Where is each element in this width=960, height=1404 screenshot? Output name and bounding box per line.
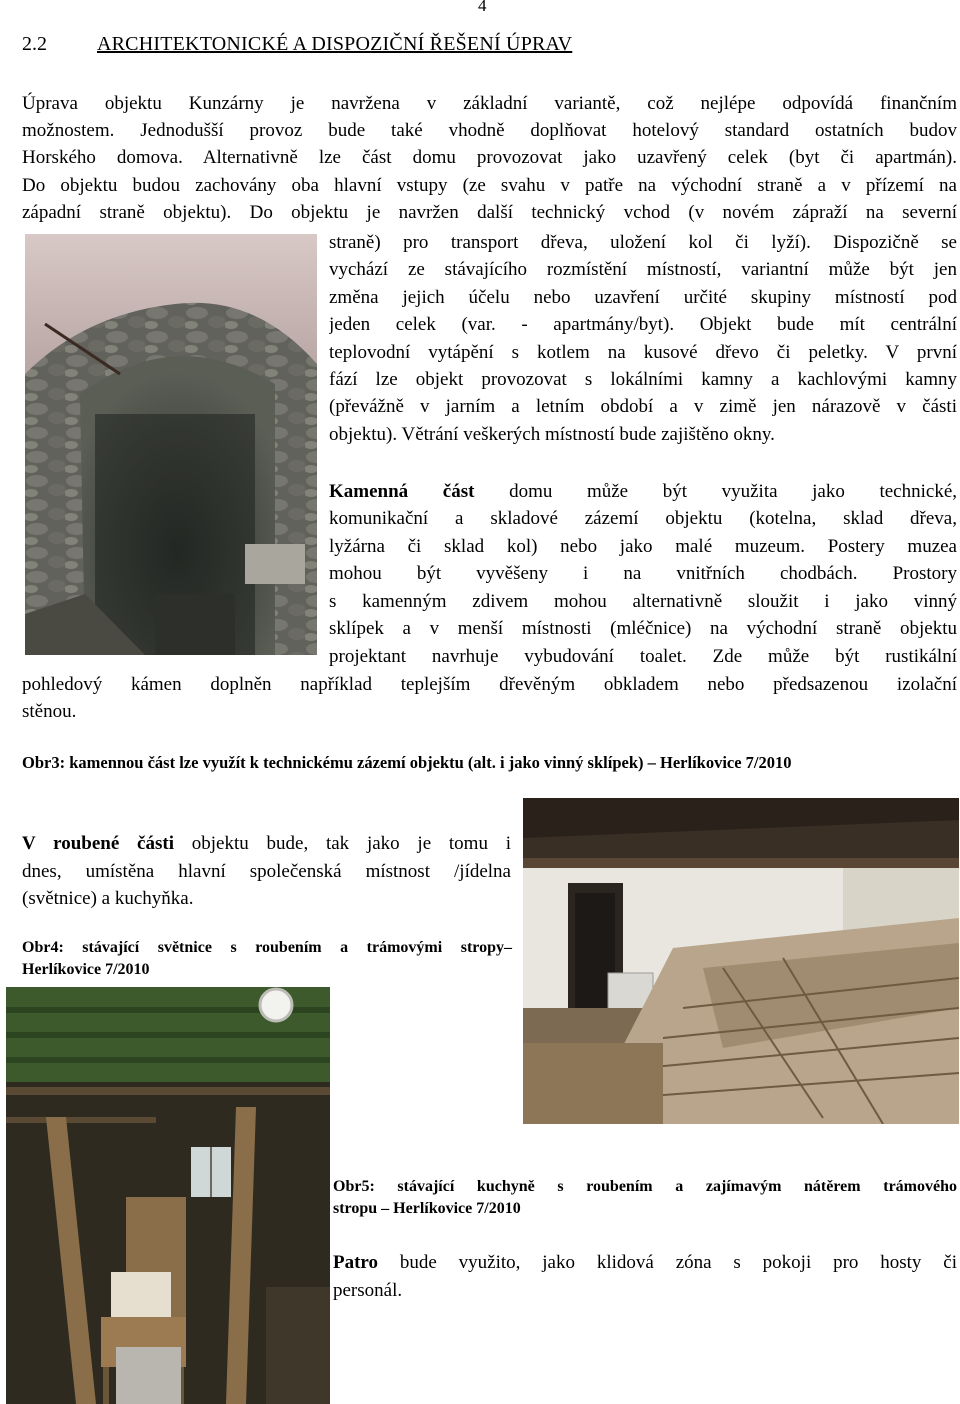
figure-caption-obr4-line2: Herlíkovice 7/2010: [22, 961, 150, 978]
section-title: ARCHITEKTONICKÉ A DISPOZIČNÍ ŘEŠENÍ ÚPRAV: [97, 33, 573, 55]
para4-line: personál.: [333, 1280, 403, 1301]
para1-line: straně) pro transport dřeva, uložení kol či lyží). Dispozičně se: [329, 232, 957, 253]
figure-caption-obr3: Obr3: kamennou část lze využít k technickému zázemí objektu (alt. i jako vinný sklípek) – Herlíkovice 7/2010: [22, 753, 792, 772]
para2-bold-lead: Kamenná část: [329, 481, 475, 502]
para2-line: stěnou.: [22, 701, 77, 722]
para2-line: mohou být vyvěšeny i na vnitřních chodbách. Prostory: [329, 563, 957, 584]
para2-line: sklípek a v menší místnosti (mléčnice) na východní straně objektu: [329, 618, 957, 639]
para3-line: (světnice) a kuchyňka.: [22, 888, 194, 909]
para2-line: [329, 478, 957, 505]
para2-line: lyžárna či sklad kol) nebo jako malé muzeum. Postery muzea: [329, 536, 957, 557]
photo-living-room-timber: [523, 798, 959, 1124]
para1-line: možnostem. Jednodušší provoz bude také vhodně doplňovat hotelový standard ostatních budov: [22, 120, 957, 141]
para4-bold-lead: Patro: [333, 1252, 379, 1273]
para1-line: západní straně objektu). Do objektu je navržen další technický vchod (v novém zápraží na severní: [22, 202, 957, 223]
para1-line: jeden celek (var. - apartmány/byt). Objekt bude mít centrální: [329, 314, 957, 335]
section-number: 2.2: [22, 33, 47, 55]
para3-text: objektu bude, tak jako je tomu i: [174, 833, 511, 854]
photo-stone-cellar: [25, 234, 317, 655]
para1-line: fází lze objekt provozovat s lokálními kamny a kachlovými kamny: [329, 369, 957, 390]
para1-line: objektu). Větrání veškerých místností bude zajištěno okny.: [329, 424, 775, 445]
figure-caption-obr5-line2: stropu – Herlíkovice 7/2010: [333, 1200, 521, 1217]
para1-line: Horského domova. Alternativně lze část domu provozovat jako uzavřený celek (byt či apartmán).: [22, 147, 957, 168]
para2-line: pohledový kámen doplněn například teplejším dřevěným obkladem nebo předsazenou izolační: [22, 674, 957, 695]
para4-text: bude využito, jako klidová zóna s pokoji pro hosty či: [378, 1252, 957, 1273]
para4-line: [333, 1249, 957, 1276]
para1-line: Úprava objektu Kunzárny je navržena v základní variantě, což nejlépe odpovídá finančním: [22, 93, 957, 114]
page-number: 4: [478, 0, 487, 15]
figure-caption-obr4-line1: Obr4: stávající světnice s roubením a trámovými stropy–: [22, 939, 512, 956]
para1-line: teplovodní vytápění s kotlem na kusové dřevo či peletky. V první: [329, 342, 957, 363]
para1-line: vychází ze stávajícího rozmístění místností, variantní může být jen: [329, 259, 957, 280]
para3-line: [22, 830, 511, 857]
para2-line: s kamenným zdivem mohou alternativně sloužit i jako vinný: [329, 591, 957, 612]
para2-line: projektant navrhuje vybudování toalet. Zde může být rustikální: [329, 646, 957, 667]
para2-text: domu může být využita jako technické,: [474, 481, 957, 502]
para1-line: změna jejich účelu nebo uzavření určité skupiny místností pod: [329, 287, 957, 308]
para2-line: komunikační a skladové zázemí objektu (kotelna, sklad dřeva,: [329, 508, 957, 529]
photo-kitchen: [6, 987, 330, 1404]
para1-line: (převážně v jarním a letním období a v zimě jen nárazově v části: [329, 396, 957, 417]
para3-bold-lead: V roubené části: [22, 833, 174, 854]
para1-line: Do objektu budou zachovány oba hlavní vstupy (ze svahu v patře na východní straně a v přízemí na: [22, 175, 957, 196]
para3-line: dnes, umístěna hlavní společenská místnost /jídelna: [22, 861, 511, 882]
figure-caption-obr5-line1: Obr5: stávající kuchyně s roubením a zajímavým nátěrem trámového: [333, 1178, 957, 1195]
